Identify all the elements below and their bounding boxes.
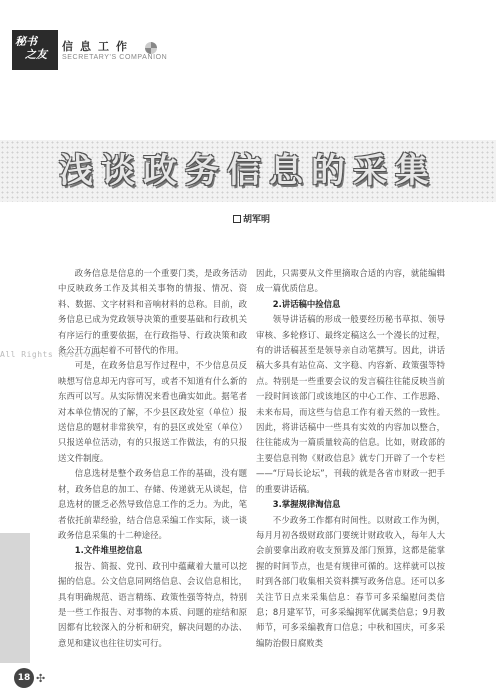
decorative-circle-icon bbox=[145, 42, 157, 54]
paragraph: 政务信息是信息的一个重要门类，是政务活动中反映政务工作及其相关事物的情报、情况、资料、数据、文字材料和音响材料的总称。目前，政务信息已成为党政领导决策的重要基础和行政机关有序运行的重要依据，在行政指导、行政决策和政务公开方面起着不可替代的作用。 bbox=[58, 268, 247, 356]
paragraph: 信息选材是整个政务信息工作的基础，没有题材，政务信息的加工、存储、传递就无从谈起，信息选材的匮乏必然导致信息工作的乏力。为此，笔者依托前辈经验，结合信息采编工作实际，谈一谈政务信息采集的十二种途径。 bbox=[58, 468, 247, 540]
section-heading: 1.文件堆里挖信息 bbox=[74, 545, 143, 556]
paragraph: 领导讲话稿的形成一般要经历秘书草拟、领导审核、多轮修订、最终定稿这么一个漫长的过程，有的讲话稿甚至是领导亲自动笔撰写。因此，讲话稿大多具有站位高、文字稳、内容新、政策强等特点。特别是一些重要会议的发言稿往往能反映当前一段时间该部门或该地区的中心工作、工作思路、未来布局，而这些与信息工作有着天然的一致性。因此，将讲话稿中一些具有实效的内容加以整合，往往能成为一篇质量较高的信息。比如，财政部的主要信息刊物《财政信息》就专门开辟了一个专栏——“厅局长论坛”，刊载的就是各省市财政一把手的重要讲话稿。 bbox=[256, 314, 445, 494]
article-title: 浅谈政务信息的采集 bbox=[59, 151, 437, 191]
section-heading: 2.讲话稿中捡信息 bbox=[272, 298, 341, 309]
logo-text-2: 之友 bbox=[25, 48, 47, 61]
side-strip bbox=[0, 533, 30, 663]
author-name: 胡军明 bbox=[243, 215, 271, 225]
paragraph: 不少政务工作都有时间性。以财政工作为例，每月月初各级财政部门要统计财政收入，每年人大会前要拿出政府收支预算及部门预算，这都是能掌握的时间节点，也是有规律可循的。这样就可以按时到各部门收集相关资料撰写政务信息。还可以多关注节日点来采集信息：春节可多采编慰问类信息；8月建军节，可多采编拥军优属类信息；9月教师节，可多采编教育口信息；中秋和国庆，可多采编防治假日腐败类 bbox=[256, 514, 445, 648]
column-title: 信息工作 bbox=[62, 40, 134, 53]
author-byline bbox=[233, 212, 270, 225]
right-column bbox=[256, 266, 445, 651]
paragraph: 报告、简报、党刊、政刊中蕴藏着大量可以挖掘的信息。公文信息同网络信息、会议信息相比，具有明确规范、语言精练、政策性强等特点，特别是一些工作报告、对事物的本质、问题的症结和原因都有比较深入的分析和研究，解决问题的办法、意见和建议也往往切实可行。 bbox=[58, 560, 247, 648]
paragraph-continued: 因此，只需要从文件里摘取合适的内容，就能编辑成一篇优质信息。 bbox=[256, 268, 445, 294]
magazine-logo bbox=[12, 30, 58, 70]
byline-box-icon bbox=[233, 215, 241, 223]
watermark: All Rights Reserved. bbox=[0, 350, 107, 359]
crosshair-icon: ✣ bbox=[36, 672, 46, 685]
left-column bbox=[58, 266, 247, 651]
logo-text-1: 秘书 bbox=[15, 35, 37, 48]
page-number: 18 bbox=[14, 668, 34, 688]
section-heading: 3.掌握规律淘信息 bbox=[272, 499, 341, 510]
paragraph: 可是，在政务信息写作过程中，不少信息员反映想写信息却无内容可写，或者不知道有什么新的东西可以写。从实际情况来看也确实如此。据笔者对本单位情况的了解，不少县区政处室（单位）报送信息的题材非常狭窄，有的县区或处室（单位）只报送单位活动，有的只报送工作做法，有的只报送文件制度。 bbox=[58, 360, 247, 463]
column-subtitle: SECRETARY'S COMPANION bbox=[62, 54, 168, 61]
